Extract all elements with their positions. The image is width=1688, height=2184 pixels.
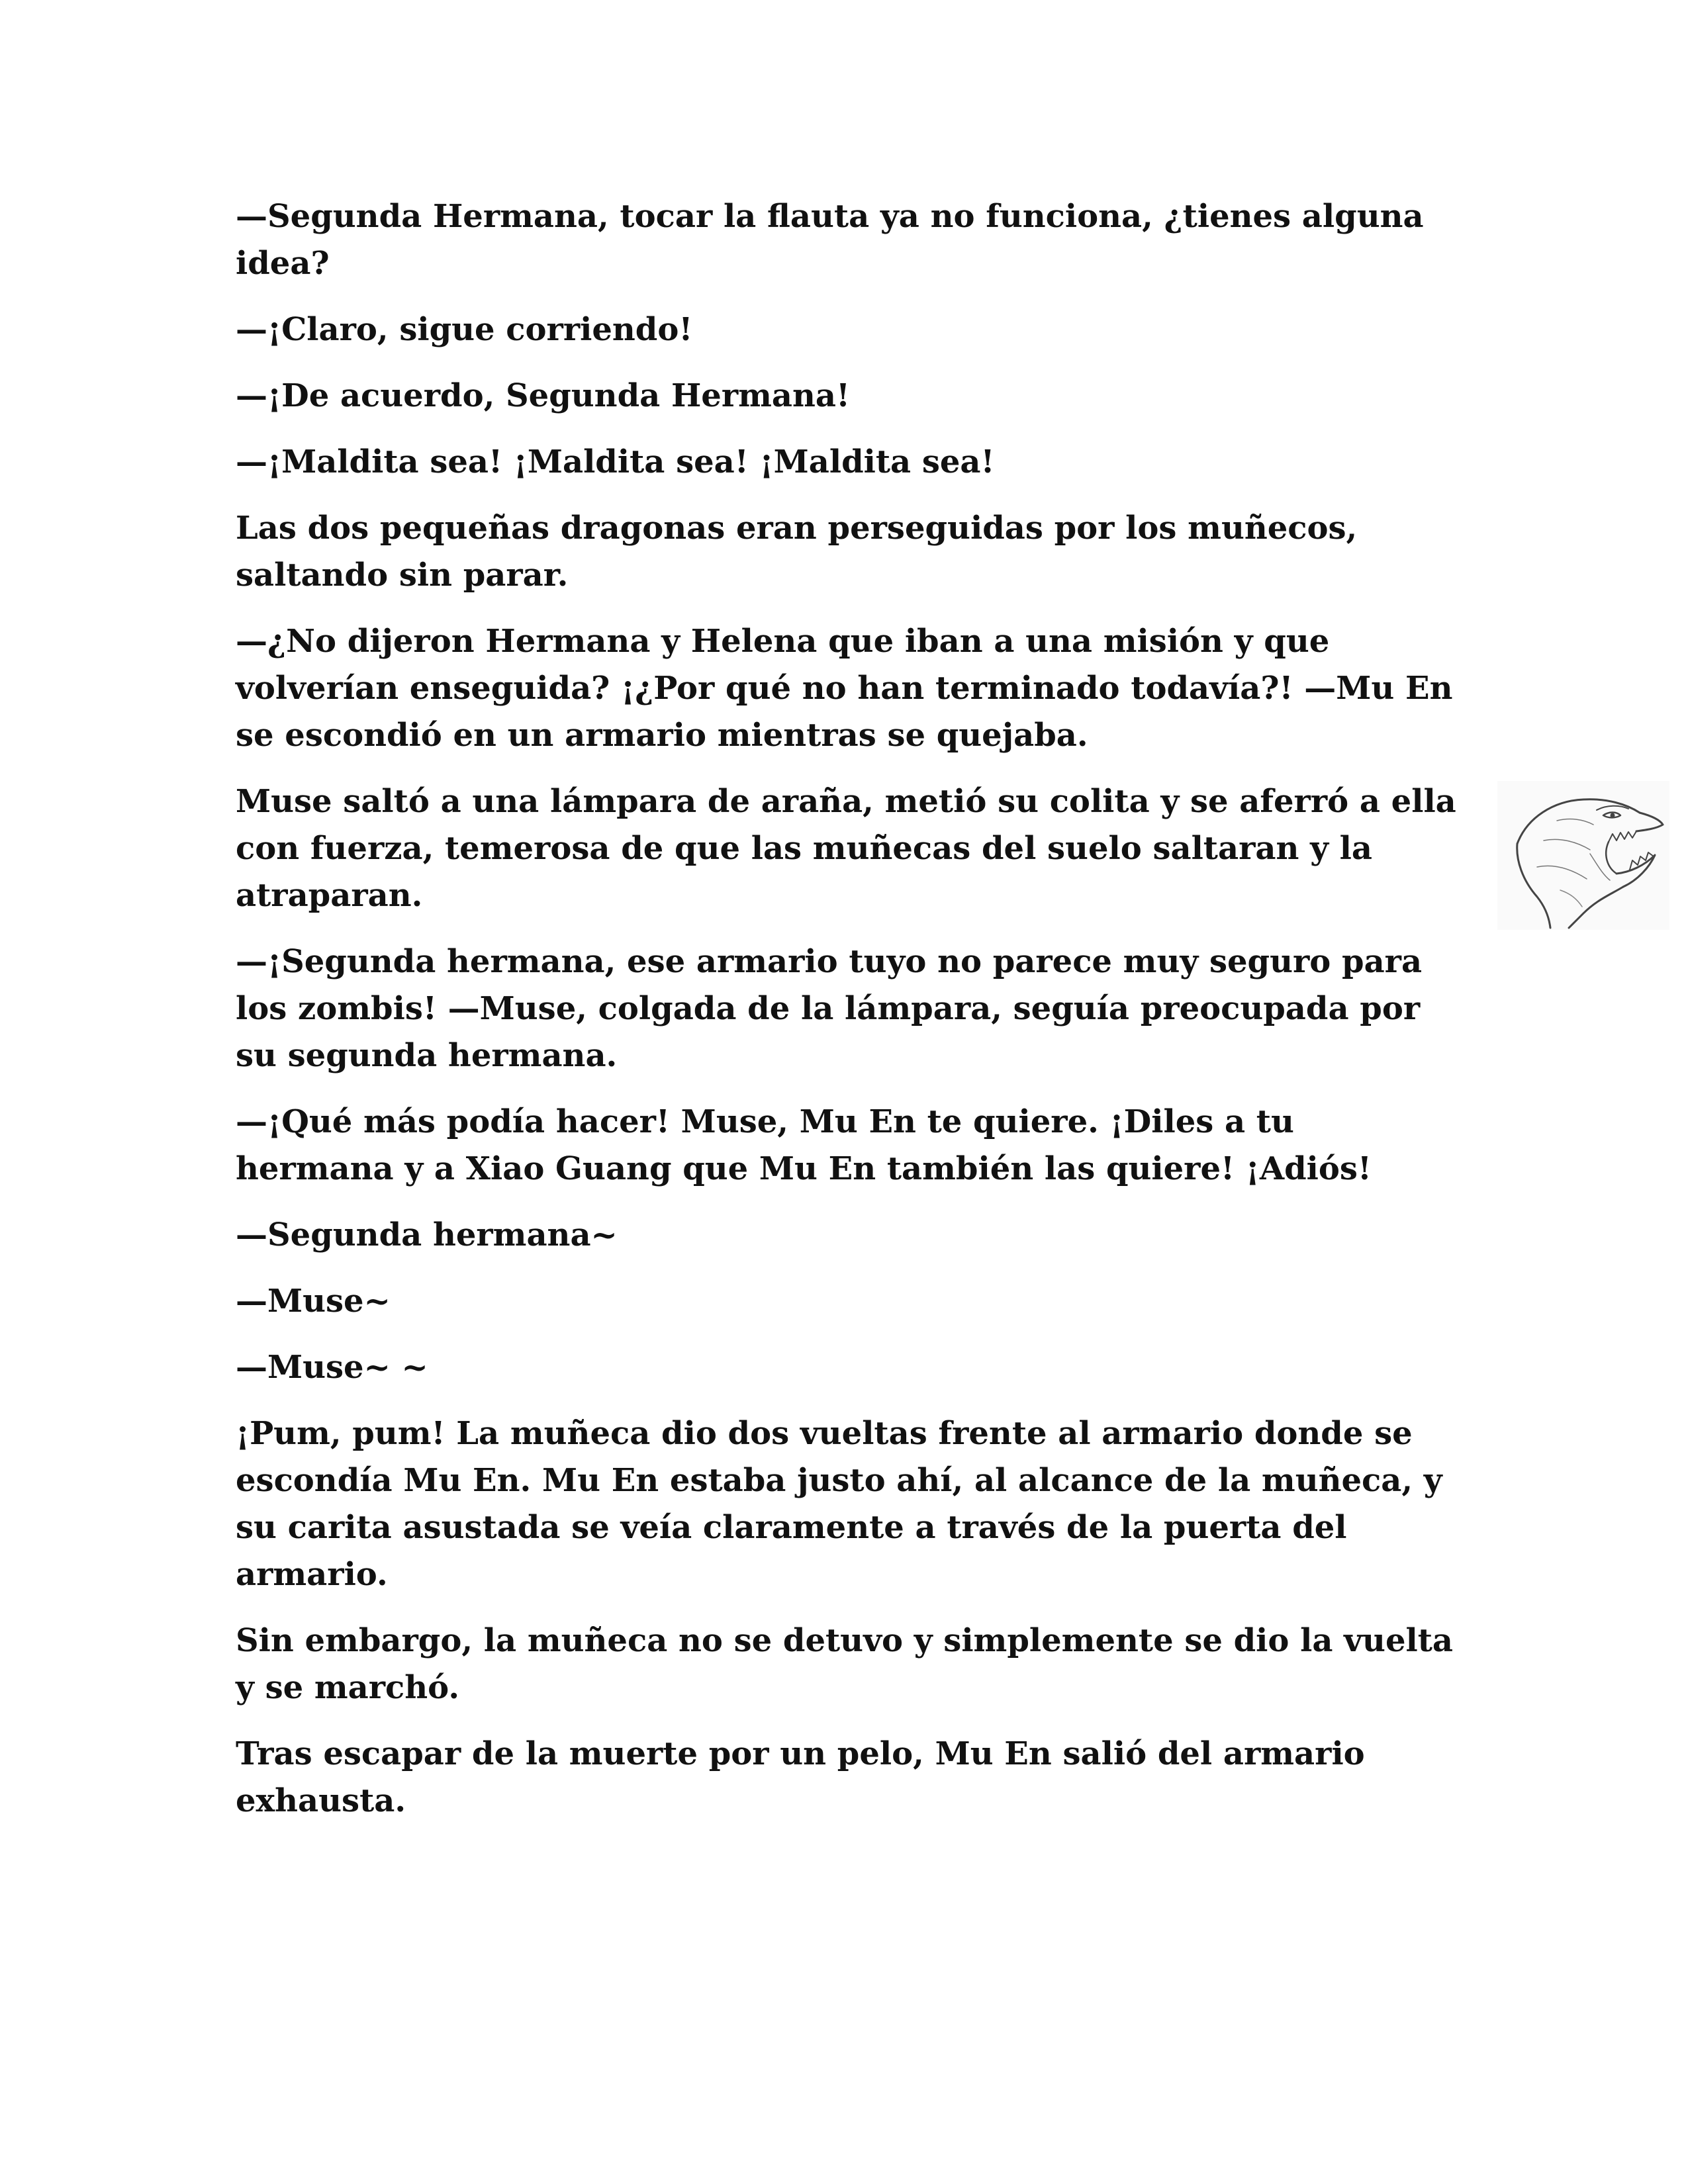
paragraph: —Segunda Hermana, tocar la flauta ya no funciona, ¿tienes alguna idea? — [236, 198, 1424, 282]
paragraph: —¡Claro, sigue corriendo! — [236, 311, 693, 348]
paragraph: —¡Qué más podía hacer! Muse, Mu En te quiere. ¡Diles a tu hermana y a Xiao Guang que Mu En también las quiere! ¡Adiós! — [236, 1103, 1372, 1187]
paragraph: —¡Maldita sea! ¡Maldita sea! ¡Maldita sea! — [236, 443, 995, 480]
dinosaur-sketch-icon — [1497, 781, 1669, 930]
paragraph: —Muse~ ~ — [236, 1349, 428, 1386]
paragraph: —¡De acuerdo, Segunda Hermana! — [236, 377, 851, 414]
paragraph: Tras escapar de la muerte por un pelo, Mu En salió del armario exhausta. — [236, 1735, 1365, 1819]
paragraph: Muse saltó a una lámpara de araña, metió su colita y se aferró a ella con fuerza, temerosa de que las muñecas del suelo saltaran y la atraparan. — [236, 783, 1456, 914]
paragraph: —Muse~ — [236, 1283, 391, 1320]
paragraph: Sin embargo, la muñeca no se detuvo y simplemente se dio la vuelta y se marchó. — [236, 1622, 1453, 1706]
story-text — [236, 193, 1460, 1844]
paragraph: Las dos pequeñas dragonas eran perseguidas por los muñecos, saltando sin parar. — [236, 510, 1358, 594]
paragraph: —¿No dijeron Hermana y Helena que iban a una misión y que volverían enseguida? ¡¿Por qué no han terminado todavía?! —Mu En se escondió en un armario mientras se quejaba. — [236, 623, 1453, 754]
paragraph: —Segunda hermana~ — [236, 1216, 618, 1253]
paragraph: ¡Pum, pum! La muñeca dio dos vueltas frente al armario donde se escondía Mu En. Mu En estaba justo ahí, al alcance de la muñeca, y su carita asustada se veía claramente a través de la puerta del armario. — [236, 1415, 1442, 1593]
paragraph: —¡Segunda hermana, ese armario tuyo no parece muy seguro para los zombis! —Muse, colgada de la lámpara, seguía preocupada por su segunda hermana. — [236, 943, 1423, 1074]
